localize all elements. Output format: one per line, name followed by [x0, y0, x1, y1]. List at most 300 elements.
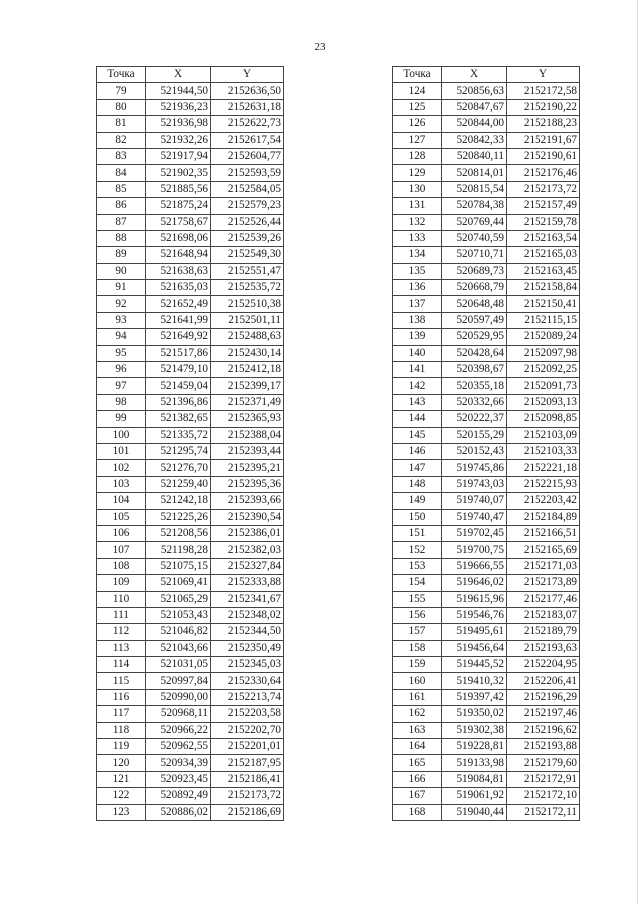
point-number-cell: 92 — [97, 296, 146, 312]
x-coordinate-cell: 521396,86 — [146, 394, 211, 410]
y-coordinate-cell: 2152184,89 — [507, 509, 580, 525]
point-number-cell: 143 — [393, 394, 442, 410]
point-number-cell: 130 — [393, 181, 442, 197]
table-row — [393, 132, 580, 148]
point-number-cell: 94 — [97, 329, 146, 345]
x-coordinate-cell: 520847,67 — [442, 99, 507, 115]
table-row — [393, 345, 580, 361]
point-number-cell: 98 — [97, 394, 146, 410]
point-number-cell: 110 — [97, 591, 146, 607]
y-coordinate-cell: 2152636,50 — [211, 83, 284, 99]
table-row — [393, 427, 580, 443]
table-row — [393, 689, 580, 705]
x-coordinate-cell: 521648,94 — [146, 247, 211, 263]
point-number-cell: 116 — [97, 689, 146, 705]
point-number-cell: 149 — [393, 493, 442, 509]
y-coordinate-cell: 2152173,72 — [211, 788, 284, 804]
x-coordinate-cell: 519700,75 — [442, 542, 507, 558]
x-coordinate-cell: 519410,32 — [442, 673, 507, 689]
y-coordinate-cell: 2152193,88 — [507, 739, 580, 755]
y-coordinate-cell: 2152186,69 — [211, 804, 284, 820]
table-row — [393, 558, 580, 574]
page-number: 23 — [314, 41, 326, 53]
y-coordinate-cell: 2152501,11 — [211, 312, 284, 328]
point-number-cell: 119 — [97, 739, 146, 755]
point-number-cell: 97 — [97, 378, 146, 394]
x-coordinate-cell: 521069,41 — [146, 575, 211, 591]
x-coordinate-cell: 520668,79 — [442, 280, 507, 296]
table-row — [97, 575, 284, 591]
point-number-cell: 117 — [97, 706, 146, 722]
coordinates-table-right — [392, 66, 580, 821]
y-coordinate-cell: 2152173,72 — [507, 181, 580, 197]
table-header-row — [97, 67, 284, 83]
header-point: Точка — [97, 67, 146, 83]
y-coordinate-cell: 2152348,02 — [211, 607, 284, 623]
table-row — [393, 476, 580, 492]
table-row — [97, 214, 284, 230]
y-coordinate-cell: 2152333,88 — [211, 575, 284, 591]
y-coordinate-cell: 2152202,70 — [211, 722, 284, 738]
table-row — [97, 378, 284, 394]
point-number-cell: 145 — [393, 427, 442, 443]
x-coordinate-cell: 521758,67 — [146, 214, 211, 230]
table-row — [393, 312, 580, 328]
y-coordinate-cell: 2152526,44 — [211, 214, 284, 230]
point-number-cell: 128 — [393, 148, 442, 164]
x-coordinate-cell: 521043,66 — [146, 640, 211, 656]
header-point: Точка — [393, 67, 442, 83]
x-coordinate-cell: 521479,10 — [146, 362, 211, 378]
x-coordinate-cell: 520152,43 — [442, 443, 507, 459]
y-coordinate-cell: 2152412,18 — [211, 362, 284, 378]
table-row — [393, 460, 580, 476]
table-row — [393, 99, 580, 115]
x-coordinate-cell: 520784,38 — [442, 198, 507, 214]
x-coordinate-cell: 519061,92 — [442, 788, 507, 804]
point-number-cell: 157 — [393, 624, 442, 640]
point-number-cell: 168 — [393, 804, 442, 820]
x-coordinate-cell: 520842,33 — [442, 132, 507, 148]
point-number-cell: 88 — [97, 230, 146, 246]
y-coordinate-cell: 2152177,46 — [507, 591, 580, 607]
table-row — [393, 263, 580, 279]
table-row — [97, 788, 284, 804]
point-number-cell: 150 — [393, 509, 442, 525]
table-row — [97, 755, 284, 771]
table-row — [393, 624, 580, 640]
point-number-cell: 86 — [97, 198, 146, 214]
y-coordinate-cell: 2152213,74 — [211, 689, 284, 705]
point-number-cell: 166 — [393, 771, 442, 787]
point-number-cell: 91 — [97, 280, 146, 296]
table-row — [97, 493, 284, 509]
x-coordinate-cell: 521259,40 — [146, 476, 211, 492]
x-coordinate-cell: 519495,61 — [442, 624, 507, 640]
x-coordinate-cell: 521459,04 — [146, 378, 211, 394]
point-number-cell: 124 — [393, 83, 442, 99]
x-coordinate-cell: 520990,00 — [146, 689, 211, 705]
x-coordinate-cell: 521649,92 — [146, 329, 211, 345]
y-coordinate-cell: 2152093,13 — [507, 394, 580, 410]
x-coordinate-cell: 519745,86 — [442, 460, 507, 476]
point-number-cell: 85 — [97, 181, 146, 197]
point-number-cell: 109 — [97, 575, 146, 591]
x-coordinate-cell: 519546,76 — [442, 607, 507, 623]
table-row — [97, 427, 284, 443]
x-coordinate-cell: 519740,07 — [442, 493, 507, 509]
table-row — [97, 607, 284, 623]
table-row — [97, 362, 284, 378]
table-row — [393, 394, 580, 410]
x-coordinate-cell: 520648,48 — [442, 296, 507, 312]
y-coordinate-cell: 2152089,24 — [507, 329, 580, 345]
point-number-cell: 163 — [393, 722, 442, 738]
point-number-cell: 135 — [393, 263, 442, 279]
table-row — [97, 329, 284, 345]
y-coordinate-cell: 2152430,14 — [211, 345, 284, 361]
y-coordinate-cell: 2152197,46 — [507, 706, 580, 722]
table-row — [393, 230, 580, 246]
page-edge-line — [637, 0, 638, 905]
x-coordinate-cell: 521053,43 — [146, 607, 211, 623]
header-y: Y — [211, 67, 284, 83]
table-row — [97, 312, 284, 328]
table-row — [97, 443, 284, 459]
y-coordinate-cell: 2152201,01 — [211, 739, 284, 755]
point-number-cell: 144 — [393, 411, 442, 427]
table-row — [393, 214, 580, 230]
table-row — [393, 591, 580, 607]
table-row — [393, 509, 580, 525]
point-number-cell: 147 — [393, 460, 442, 476]
table-row — [393, 640, 580, 656]
y-coordinate-cell: 2152510,38 — [211, 296, 284, 312]
y-coordinate-cell: 2152539,26 — [211, 230, 284, 246]
table-row — [97, 165, 284, 181]
x-coordinate-cell: 519445,52 — [442, 657, 507, 673]
y-coordinate-cell: 2152393,66 — [211, 493, 284, 509]
point-number-cell: 129 — [393, 165, 442, 181]
point-number-cell: 120 — [97, 755, 146, 771]
x-coordinate-cell: 520844,00 — [442, 116, 507, 132]
table-row — [393, 788, 580, 804]
table-row — [393, 247, 580, 263]
y-coordinate-cell: 2152371,49 — [211, 394, 284, 410]
y-coordinate-cell: 2152165,69 — [507, 542, 580, 558]
y-coordinate-cell: 2152551,47 — [211, 263, 284, 279]
point-number-cell: 112 — [97, 624, 146, 640]
table-row — [97, 739, 284, 755]
table-row — [393, 493, 580, 509]
y-coordinate-cell: 2152221,18 — [507, 460, 580, 476]
point-number-cell: 158 — [393, 640, 442, 656]
y-coordinate-cell: 2152203,58 — [211, 706, 284, 722]
point-number-cell: 96 — [97, 362, 146, 378]
point-number-cell: 141 — [393, 362, 442, 378]
y-coordinate-cell: 2152103,09 — [507, 427, 580, 443]
point-number-cell: 115 — [97, 673, 146, 689]
y-coordinate-cell: 2152157,49 — [507, 198, 580, 214]
table-row — [97, 198, 284, 214]
y-coordinate-cell: 2152617,54 — [211, 132, 284, 148]
table-row — [393, 657, 580, 673]
y-coordinate-cell: 2152341,67 — [211, 591, 284, 607]
table-row — [393, 296, 580, 312]
x-coordinate-cell: 521875,24 — [146, 198, 211, 214]
table-row — [97, 624, 284, 640]
point-number-cell: 142 — [393, 378, 442, 394]
point-number-cell: 134 — [393, 247, 442, 263]
y-coordinate-cell: 2152388,04 — [211, 427, 284, 443]
y-coordinate-cell: 2152163,54 — [507, 230, 580, 246]
point-number-cell: 152 — [393, 542, 442, 558]
x-coordinate-cell: 521902,35 — [146, 165, 211, 181]
point-number-cell: 167 — [393, 788, 442, 804]
y-coordinate-cell: 2152584,05 — [211, 181, 284, 197]
y-coordinate-cell: 2152172,58 — [507, 83, 580, 99]
y-coordinate-cell: 2152593,59 — [211, 165, 284, 181]
coordinates-table-left — [96, 66, 284, 821]
table-row — [97, 83, 284, 99]
x-coordinate-cell: 520769,44 — [442, 214, 507, 230]
x-coordinate-cell: 520934,39 — [146, 755, 211, 771]
table-row — [97, 640, 284, 656]
y-coordinate-cell: 2152488,63 — [211, 329, 284, 345]
point-number-cell: 127 — [393, 132, 442, 148]
table-row — [393, 198, 580, 214]
x-coordinate-cell: 520856,63 — [442, 83, 507, 99]
point-number-cell: 107 — [97, 542, 146, 558]
table-row — [97, 771, 284, 787]
point-number-cell: 95 — [97, 345, 146, 361]
x-coordinate-cell: 521944,50 — [146, 83, 211, 99]
y-coordinate-cell: 2152183,07 — [507, 607, 580, 623]
x-coordinate-cell: 521641,99 — [146, 312, 211, 328]
table-row — [97, 99, 284, 115]
y-coordinate-cell: 2152150,41 — [507, 296, 580, 312]
point-number-cell: 140 — [393, 345, 442, 361]
point-number-cell: 164 — [393, 739, 442, 755]
x-coordinate-cell: 520155,29 — [442, 427, 507, 443]
y-coordinate-cell: 2152092,25 — [507, 362, 580, 378]
x-coordinate-cell: 519302,38 — [442, 722, 507, 738]
y-coordinate-cell: 2152204,95 — [507, 657, 580, 673]
x-coordinate-cell: 520886,02 — [146, 804, 211, 820]
point-number-cell: 113 — [97, 640, 146, 656]
x-coordinate-cell: 521382,65 — [146, 411, 211, 427]
y-coordinate-cell: 2152171,03 — [507, 558, 580, 574]
y-coordinate-cell: 2152395,36 — [211, 476, 284, 492]
y-coordinate-cell: 2152631,18 — [211, 99, 284, 115]
point-number-cell: 148 — [393, 476, 442, 492]
table-row — [97, 591, 284, 607]
table-row — [393, 280, 580, 296]
x-coordinate-cell: 521517,86 — [146, 345, 211, 361]
x-coordinate-cell: 520966,22 — [146, 722, 211, 738]
point-number-cell: 87 — [97, 214, 146, 230]
point-number-cell: 104 — [97, 493, 146, 509]
point-number-cell: 82 — [97, 132, 146, 148]
table-row — [97, 116, 284, 132]
table-row — [97, 394, 284, 410]
y-coordinate-cell: 2152172,11 — [507, 804, 580, 820]
x-coordinate-cell: 521031,05 — [146, 657, 211, 673]
point-number-cell: 90 — [97, 263, 146, 279]
point-number-cell: 123 — [97, 804, 146, 820]
table-row — [97, 345, 284, 361]
point-number-cell: 79 — [97, 83, 146, 99]
point-number-cell: 161 — [393, 689, 442, 705]
x-coordinate-cell: 519646,02 — [442, 575, 507, 591]
y-coordinate-cell: 2152176,46 — [507, 165, 580, 181]
y-coordinate-cell: 2152189,79 — [507, 624, 580, 640]
point-number-cell: 138 — [393, 312, 442, 328]
x-coordinate-cell: 521335,72 — [146, 427, 211, 443]
table-row — [393, 607, 580, 623]
point-number-cell: 125 — [393, 99, 442, 115]
x-coordinate-cell: 520398,67 — [442, 362, 507, 378]
y-coordinate-cell: 2152173,89 — [507, 575, 580, 591]
point-number-cell: 101 — [97, 443, 146, 459]
table-row — [97, 525, 284, 541]
y-coordinate-cell: 2152193,63 — [507, 640, 580, 656]
point-number-cell: 118 — [97, 722, 146, 738]
y-coordinate-cell: 2152158,84 — [507, 280, 580, 296]
y-coordinate-cell: 2152163,45 — [507, 263, 580, 279]
x-coordinate-cell: 520689,73 — [442, 263, 507, 279]
x-coordinate-cell: 519743,03 — [442, 476, 507, 492]
x-coordinate-cell: 521225,26 — [146, 509, 211, 525]
table-row — [97, 509, 284, 525]
x-coordinate-cell: 520529,95 — [442, 329, 507, 345]
point-number-cell: 137 — [393, 296, 442, 312]
table-row — [97, 476, 284, 492]
x-coordinate-cell: 521295,74 — [146, 443, 211, 459]
x-coordinate-cell: 519740,47 — [442, 509, 507, 525]
point-number-cell: 102 — [97, 460, 146, 476]
table-row — [393, 575, 580, 591]
table-row — [97, 689, 284, 705]
x-coordinate-cell: 520222,37 — [442, 411, 507, 427]
x-coordinate-cell: 519615,96 — [442, 591, 507, 607]
x-coordinate-cell: 520814,01 — [442, 165, 507, 181]
table-row — [97, 411, 284, 427]
y-coordinate-cell: 2152190,22 — [507, 99, 580, 115]
table-row — [393, 739, 580, 755]
table-row — [393, 722, 580, 738]
y-coordinate-cell: 2152190,61 — [507, 148, 580, 164]
point-number-cell: 153 — [393, 558, 442, 574]
point-number-cell: 99 — [97, 411, 146, 427]
x-coordinate-cell: 519228,81 — [442, 739, 507, 755]
point-number-cell: 146 — [393, 443, 442, 459]
point-number-cell: 160 — [393, 673, 442, 689]
table-row — [97, 804, 284, 820]
y-coordinate-cell: 2152196,29 — [507, 689, 580, 705]
point-number-cell: 84 — [97, 165, 146, 181]
y-coordinate-cell: 2152103,33 — [507, 443, 580, 459]
point-number-cell: 151 — [393, 525, 442, 541]
x-coordinate-cell: 520962,55 — [146, 739, 211, 755]
y-coordinate-cell: 2152327,84 — [211, 558, 284, 574]
x-coordinate-cell: 521242,18 — [146, 493, 211, 509]
x-coordinate-cell: 521932,26 — [146, 132, 211, 148]
point-number-cell: 121 — [97, 771, 146, 787]
x-coordinate-cell: 520355,18 — [442, 378, 507, 394]
point-number-cell: 122 — [97, 788, 146, 804]
point-number-cell: 89 — [97, 247, 146, 263]
x-coordinate-cell: 521065,29 — [146, 591, 211, 607]
table-row — [97, 181, 284, 197]
table-row — [97, 542, 284, 558]
table-row — [393, 755, 580, 771]
point-number-cell: 80 — [97, 99, 146, 115]
table-row — [393, 181, 580, 197]
x-coordinate-cell: 519040,44 — [442, 804, 507, 820]
y-coordinate-cell: 2152179,60 — [507, 755, 580, 771]
y-coordinate-cell: 2152382,03 — [211, 542, 284, 558]
y-coordinate-cell: 2152091,73 — [507, 378, 580, 394]
point-number-cell: 83 — [97, 148, 146, 164]
table-row — [393, 329, 580, 345]
table-row — [97, 247, 284, 263]
point-number-cell: 114 — [97, 657, 146, 673]
y-coordinate-cell: 2152115,15 — [507, 312, 580, 328]
point-number-cell: 136 — [393, 280, 442, 296]
table-row — [393, 706, 580, 722]
x-coordinate-cell: 521075,15 — [146, 558, 211, 574]
point-number-cell: 131 — [393, 198, 442, 214]
table-row — [97, 706, 284, 722]
y-coordinate-cell: 2152159,78 — [507, 214, 580, 230]
x-coordinate-cell: 521198,28 — [146, 542, 211, 558]
x-coordinate-cell: 520815,54 — [442, 181, 507, 197]
x-coordinate-cell: 519084,81 — [442, 771, 507, 787]
y-coordinate-cell: 2152191,67 — [507, 132, 580, 148]
header-x: X — [442, 67, 507, 83]
y-coordinate-cell: 2152172,10 — [507, 788, 580, 804]
y-coordinate-cell: 2152399,17 — [211, 378, 284, 394]
table-row — [97, 460, 284, 476]
y-coordinate-cell: 2152187,95 — [211, 755, 284, 771]
point-number-cell: 156 — [393, 607, 442, 623]
y-coordinate-cell: 2152203,42 — [507, 493, 580, 509]
x-coordinate-cell: 519133,98 — [442, 755, 507, 771]
point-number-cell: 155 — [393, 591, 442, 607]
point-number-cell: 105 — [97, 509, 146, 525]
x-coordinate-cell: 521936,23 — [146, 99, 211, 115]
table-row — [393, 542, 580, 558]
point-number-cell: 139 — [393, 329, 442, 345]
point-number-cell: 126 — [393, 116, 442, 132]
point-number-cell: 111 — [97, 607, 146, 623]
x-coordinate-cell: 521276,70 — [146, 460, 211, 476]
x-coordinate-cell: 520997,84 — [146, 673, 211, 689]
x-coordinate-cell: 520428,64 — [442, 345, 507, 361]
table-row — [97, 132, 284, 148]
y-coordinate-cell: 2152350,49 — [211, 640, 284, 656]
x-coordinate-cell: 521635,03 — [146, 280, 211, 296]
y-coordinate-cell: 2152344,50 — [211, 624, 284, 640]
y-coordinate-cell: 2152165,03 — [507, 247, 580, 263]
point-number-cell: 108 — [97, 558, 146, 574]
x-coordinate-cell: 519456,64 — [442, 640, 507, 656]
table-row — [393, 148, 580, 164]
point-number-cell: 81 — [97, 116, 146, 132]
table-row — [393, 525, 580, 541]
y-coordinate-cell: 2152604,77 — [211, 148, 284, 164]
